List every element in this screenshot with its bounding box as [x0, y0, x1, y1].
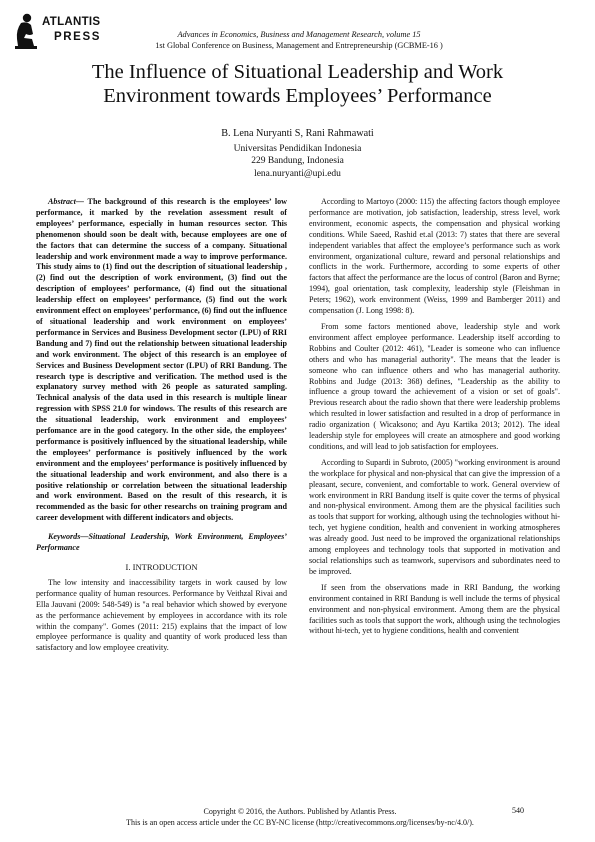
right-paragraph-1: According to Martoyo (2000: 115) the affecting factors though employee performance are motivation, job satisfaction, leadership, stress level, work environment, economic aspects, the compensation and physical working conditions. While Saeed, Rashid et.al (2013: 7) states that there are several independent variables that affect the employee’s performance such as work environment, organizational culture, reward and personal relationships and conflicts in the work. Furthermore, according to some experts of other factors that affect the performance are the locus of control (Baron and Byrne; 1994), goal orientation, task complexity, leadership style (Fleishman in Peters; 1962), work environment (Weiss, 1999 and Bamberger 2011) and compensation (J. Long 1998: 8). — [309, 197, 560, 316]
right-paragraph-4: If seen from the observations made in RRI Bandung, the working environment contained in RRI Bandung is well include the terms of physical environment and non-physical environment. Among them are the physical facilities such as tools that support the work, although using the technologies without hi-tech, yet to hygiene conditions, health and convenient — [309, 582, 560, 636]
thinker-icon — [12, 12, 40, 50]
logo-text-line2: PRESS — [54, 31, 101, 43]
abstract-lead: Abstract— — [48, 197, 84, 206]
page-number: 540 — [512, 806, 524, 815]
license-notice: This is an open access article under the CC BY-NC license (http://creativecommons.org/licenses/by-nc/4.0/). — [126, 818, 474, 827]
journal-name: Advances in Economics, Business and Management Research, volume 15 — [177, 30, 421, 39]
paper-title: The Influence of Situational Leadership and Work Environment towards Employees’ Performance — [91, 61, 504, 107]
logo-text-line1: ATLANTIS — [42, 16, 101, 28]
right-paragraph-3: According to Supardi in Subroto, (2005) "working environment is around the workplace for physical and non-physical that can give the impression of a pleasant, secure, convenient, and comfortable to work. General overview of work environment in RRI Bandung itself is quite cover the terms of physical and non-physical environment. Among them are the physical facilities such as tools that support for working, although using the technologies without hi-tech, yet hygiene condition, health and convenient in working atmospheres was already good. Just need to be improved the organizational relationships among employees and technology tools that supported in motivation and social relationships such as teamwork, supervisors and subordinates need to be improved. — [309, 457, 560, 576]
section-heading: I. INTRODUCTION — [125, 562, 198, 572]
author-block — [100, 128, 495, 180]
page-footer — [100, 806, 500, 828]
keywords: Keywords—Situational Leadership, Work Environment, Employees’ Performance — [36, 532, 287, 553]
right-paragraph-2: From some factors mentioned above, leadership style and work environment affect employee performance. Leadership itself according to Robbins and Coulter (2012: 461), "Leader is someone who can influence others and who has managerial authority". The means that the leader is someone who can influence others and who has managerial authority. Robbins and Judge (2013: 368) defines, "Leadership as the ability to influence a group toward the achievement of a vision or set of goals". Previous research about the radio shown that there were leadership problems which resulted in lower satisfaction and resulted in a drop of performance in radio organization ( Wicaksono; and Ayu Kartika 2013; 2012). The ideal leadership style for employees will create an atmosphere and good working conditions, and will lead to job satisfaction for employees. — [309, 321, 560, 451]
running-header — [122, 29, 476, 51]
address: 229 Bandung, Indonesia — [251, 156, 344, 166]
abstract — [36, 197, 287, 524]
affiliation: Universitas Pendidikan Indonesia — [233, 143, 362, 154]
email: lena.nuryanti@upi.edu — [254, 168, 341, 179]
author-names: B. Lena Nuryanti S, Rani Rahmawati — [221, 128, 374, 139]
abstract-text: The background of this research is the employees’ low performance, it marked by the revelation assessment result of employees’ performance, especially in human resources sector. This phenomenon should soon be dealt with, because employees are one of the factors that can determine the success of a company. Situational leadership and work environment made a way to improve performance. This study aims to (1) find out the description of situational leadership , (2) find out the description of work environment, (3) find out the description of employees’ performance, (4) find out the situational leadership effect on employees’ performance, (5) find out the work environment effect on employees’ performance, (6) find out the influence of situational leadership and work environment on employees’ performance in Services and Business Development sector (LPU) of RRI Bandung and 7) find out the relationship between situational leadership and work environment. The object of this research is an employee of Services and Business Development sector (LPU) of RRI Bandung. The research type is descriptive and verification. The method used is the explanatory survey method with 26 people as saturated sampling. Technical analysis of the data used in this research is multiple linear regression with SPSS 21.0 for windows. The results of this research are the situational leadership, work environment and employees’ perfomance are in the good category. In the other side, the employees’ performance is positively influenced by the situational leadership, while the employees’ performance is positively influenced by the work environment and the employees’ performance is positively influenced by the situational leadership and work environment, and also there is a positive relationship or correlation between the situational leadership and work environment. Based on the result of this research, it is recommended as the basic for other researchs on training program and career development with different indicators and objects. — [36, 197, 287, 523]
intro-paragraph-1: The low intensity and inaccessibility targets in work caused by low performance quality of human resources. Performance by Veithzal Rivai and Ella Jauvani (2009: 548-549) is "a real behavior which showed by everyone as the performance achievement by employees in accordance with its role within the company". Gomes (2011: 215) explains that the impact of low employee performance is quality and quantity of work produced less than satisfactory and low employee creativity. — [36, 577, 287, 653]
publisher-logo — [12, 12, 122, 52]
right-column — [309, 197, 560, 642]
copyright-notice: Copyright © 2016, the Authors. Published by Atlantis Press. — [203, 807, 397, 816]
conference-name: 1st Global Conference on Business, Management and Entrepreneurship (GCBME-16 ) — [155, 41, 443, 50]
left-column — [36, 197, 287, 659]
